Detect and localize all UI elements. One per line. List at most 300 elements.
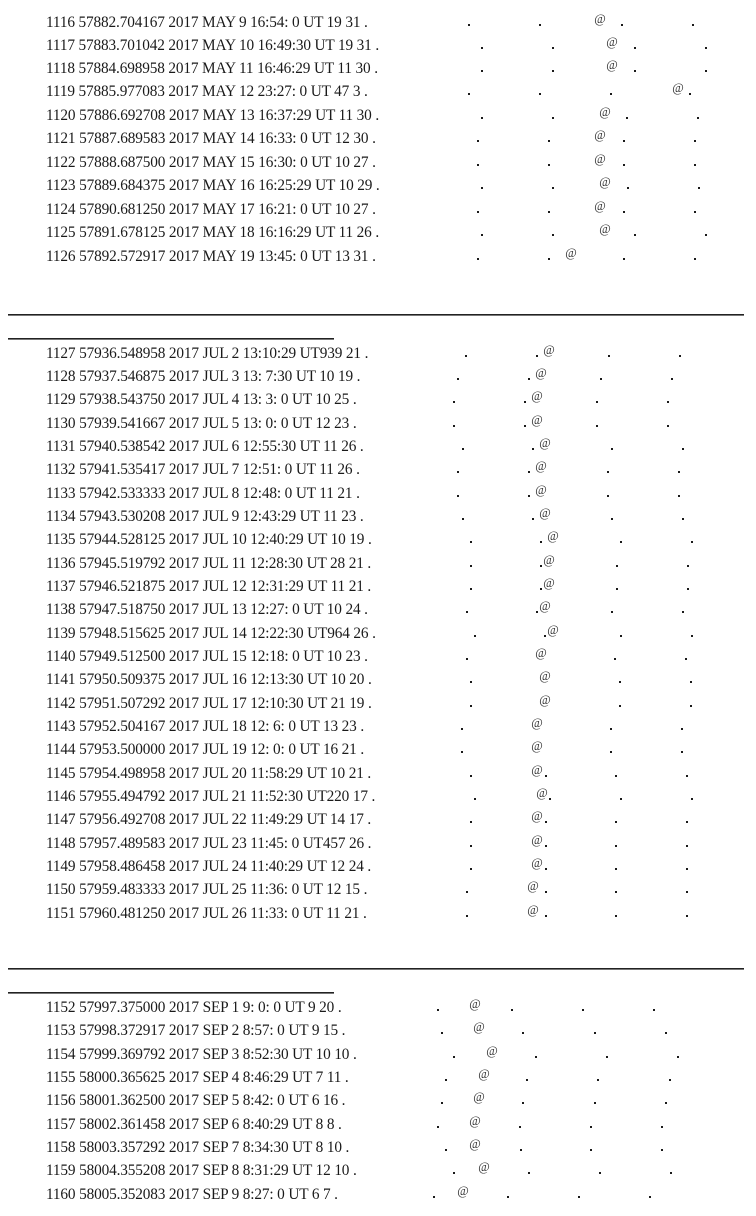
table-row — [0, 715, 756, 738]
plot-dot-icon — [545, 821, 547, 823]
plot-marker-icon: @ — [527, 903, 539, 917]
separator-rule — [8, 968, 744, 970]
table-row — [0, 1136, 756, 1159]
plot-dot-icon — [705, 70, 707, 72]
plot-dot-icon — [698, 187, 700, 189]
plot-dot-icon — [582, 1009, 584, 1011]
row-text: 1159 58004.355208 2017 SEP 8 8:31:29 UT 12 10 . — [46, 1162, 357, 1179]
table-row — [0, 127, 756, 150]
plot-marker-icon: @ — [486, 1044, 498, 1058]
row-text: 1138 57947.518750 2017 JUL 13 12:27: 0 UT 10 24 . — [46, 601, 368, 618]
table-row — [0, 458, 756, 481]
plot-dot-icon — [524, 401, 526, 403]
row-text: 1123 57889.684375 2017 MAY 16 16:25:29 UT 10 29 . — [46, 177, 380, 194]
plot-dot-icon — [590, 1149, 592, 1151]
plot-dot-icon — [468, 24, 470, 26]
row-text: 1121 57887.689583 2017 MAY 14 16:33: 0 UT 12 30 . — [46, 130, 376, 147]
plot-dot-icon — [685, 658, 687, 660]
plot-marker-icon: @ — [531, 389, 543, 403]
plot-dot-icon — [470, 681, 472, 683]
plot-dot-icon — [524, 425, 526, 427]
table-row — [0, 435, 756, 458]
plot-marker-icon: @ — [594, 152, 606, 166]
table-row — [0, 878, 756, 901]
plot-dot-icon — [687, 565, 689, 567]
plot-marker-icon: @ — [531, 716, 543, 730]
plot-dot-icon — [690, 705, 692, 707]
plot-dot-icon — [528, 471, 530, 473]
plot-dot-icon — [539, 93, 541, 95]
table-row — [0, 598, 756, 621]
row-text: 1117 57883.701042 2017 MAY 10 16:49:30 UT 19 31 . — [46, 37, 380, 54]
plot-dot-icon — [615, 915, 617, 917]
row-text: 1124 57890.681250 2017 MAY 17 16:21: 0 UT 10 27 . — [46, 201, 376, 218]
plot-dot-icon — [545, 775, 547, 777]
plot-marker-icon: @ — [535, 459, 547, 473]
row-text: 1153 57998.372917 2017 SEP 2 8:57: 0 UT 9 15 . — [46, 1022, 346, 1039]
plot-dot-icon — [608, 355, 610, 357]
plot-dot-icon — [549, 798, 551, 800]
plot-dot-icon — [610, 93, 612, 95]
plot-dot-icon — [548, 140, 550, 142]
plot-dot-icon — [532, 518, 534, 520]
plot-dot-icon — [694, 164, 696, 166]
plot-dot-icon — [465, 355, 467, 357]
plot-dot-icon — [661, 1126, 663, 1128]
plot-dot-icon — [453, 1172, 455, 1174]
plot-dot-icon — [669, 1079, 671, 1081]
plot-dot-icon — [623, 164, 625, 166]
table-row — [0, 1043, 756, 1066]
row-text: 1136 57945.519792 2017 JUL 11 12:28:30 UT 28 21 . — [46, 555, 372, 572]
plot-dot-icon — [552, 187, 554, 189]
plot-dot-icon — [596, 401, 598, 403]
table-row — [0, 1066, 756, 1089]
plot-dot-icon — [466, 915, 468, 917]
plot-dot-icon — [470, 705, 472, 707]
plot-dot-icon — [667, 425, 669, 427]
plot-dot-icon — [616, 565, 618, 567]
plot-dot-icon — [665, 1102, 667, 1104]
row-text: 1148 57957.489583 2017 JUL 23 11:45: 0 UT457 26 . — [46, 835, 372, 852]
plot-dot-icon — [694, 140, 696, 142]
plot-dot-icon — [691, 541, 693, 543]
plot-marker-icon: @ — [478, 1067, 490, 1081]
row-text: 1137 57946.521875 2017 JUL 12 12:31:29 UT 11 21 . — [46, 578, 372, 595]
plot-dot-icon — [445, 1079, 447, 1081]
plot-dot-icon — [457, 495, 459, 497]
plot-dot-icon — [470, 565, 472, 567]
table-row — [0, 575, 756, 598]
table-row — [0, 151, 756, 174]
plot-marker-icon: @ — [527, 879, 539, 893]
plot-dot-icon — [453, 1056, 455, 1058]
plot-marker-icon: @ — [539, 669, 551, 683]
plot-dot-icon — [474, 798, 476, 800]
table-row — [0, 762, 756, 785]
table-row — [0, 1113, 756, 1136]
plot-dot-icon — [461, 751, 463, 753]
plot-dot-icon — [620, 798, 622, 800]
row-text: 1157 58002.361458 2017 SEP 6 8:40:29 UT 8 8 . — [46, 1116, 342, 1133]
plot-dot-icon — [661, 1149, 663, 1151]
plot-marker-icon: @ — [672, 81, 684, 95]
plot-dot-icon — [477, 140, 479, 142]
plot-marker-icon: @ — [547, 623, 559, 637]
row-text: 1133 57942.533333 2017 JUL 8 12:48: 0 UT 11 21 . — [46, 485, 360, 502]
row-text: 1160 58005.352083 2017 SEP 9 8:27: 0 UT 6 7 . — [46, 1186, 338, 1203]
plot-dot-icon — [453, 425, 455, 427]
plot-marker-icon: @ — [531, 809, 543, 823]
plot-dot-icon — [634, 47, 636, 49]
plot-marker-icon: @ — [457, 1184, 469, 1198]
row-text: 1116 57882.704167 2017 MAY 9 16:54: 0 UT 19 31 . — [46, 14, 368, 31]
plot-marker-icon: @ — [531, 763, 543, 777]
plot-dot-icon — [610, 751, 612, 753]
plot-marker-icon: @ — [543, 553, 555, 567]
plot-dot-icon — [615, 775, 617, 777]
plot-dot-icon — [528, 1172, 530, 1174]
plot-dot-icon — [540, 588, 542, 590]
plot-dot-icon — [477, 258, 479, 260]
table-row — [0, 221, 756, 244]
plot-dot-icon — [528, 495, 530, 497]
plot-dot-icon — [691, 798, 693, 800]
plot-dot-icon — [462, 448, 464, 450]
plot-dot-icon — [536, 611, 538, 613]
plot-marker-icon: @ — [547, 529, 559, 543]
plot-dot-icon — [548, 164, 550, 166]
plot-marker-icon: @ — [539, 506, 551, 520]
table-row — [0, 57, 756, 80]
table-row — [0, 1159, 756, 1182]
plot-dot-icon — [616, 588, 618, 590]
table-row — [0, 692, 756, 715]
plot-dot-icon — [470, 588, 472, 590]
plot-marker-icon: @ — [469, 1114, 481, 1128]
plot-dot-icon — [705, 47, 707, 49]
plot-dot-icon — [619, 705, 621, 707]
plot-marker-icon: @ — [531, 856, 543, 870]
plot-dot-icon — [596, 425, 598, 427]
plot-marker-icon: @ — [531, 413, 543, 427]
plot-marker-icon: @ — [469, 1137, 481, 1151]
plot-dot-icon — [681, 728, 683, 730]
table-row — [0, 1183, 756, 1206]
plot-dot-icon — [437, 1009, 439, 1011]
plot-marker-icon: @ — [535, 366, 547, 380]
table-row — [0, 245, 756, 268]
plot-dot-icon — [649, 1196, 651, 1198]
plot-dot-icon — [597, 1079, 599, 1081]
plot-dot-icon — [682, 611, 684, 613]
plot-dot-icon — [481, 187, 483, 189]
plot-marker-icon: @ — [539, 693, 551, 707]
row-text: 1130 57939.541667 2017 JUL 5 13: 0: 0 UT 12 23 . — [46, 415, 357, 432]
plot-dot-icon — [634, 70, 636, 72]
plot-dot-icon — [507, 1196, 509, 1198]
table-row — [0, 342, 756, 365]
plot-dot-icon — [607, 471, 609, 473]
plot-marker-icon: @ — [469, 997, 481, 1011]
plot-dot-icon — [474, 635, 476, 637]
table-row — [0, 80, 756, 103]
plot-marker-icon: @ — [535, 483, 547, 497]
plot-marker-icon: @ — [594, 199, 606, 213]
plot-dot-icon — [623, 258, 625, 260]
plot-marker-icon: @ — [599, 222, 611, 236]
plot-dot-icon — [686, 868, 688, 870]
plot-dot-icon — [594, 1032, 596, 1034]
plot-dot-icon — [545, 915, 547, 917]
table-row — [0, 388, 756, 411]
plot-dot-icon — [470, 775, 472, 777]
table-row — [0, 174, 756, 197]
plot-marker-icon: @ — [606, 58, 618, 72]
plot-dot-icon — [678, 495, 680, 497]
plot-dot-icon — [532, 448, 534, 450]
plot-dot-icon — [441, 1032, 443, 1034]
plot-dot-icon — [528, 378, 530, 380]
table-row — [0, 482, 756, 505]
plot-dot-icon — [687, 588, 689, 590]
table-row — [0, 11, 756, 34]
plot-dot-icon — [470, 541, 472, 543]
table-row — [0, 996, 756, 1019]
table-row — [0, 832, 756, 855]
plot-dot-icon — [671, 378, 673, 380]
plot-dot-icon — [686, 845, 688, 847]
row-text: 1155 58000.365625 2017 SEP 4 8:46:29 UT 7 11 . — [46, 1069, 349, 1086]
plot-dot-icon — [692, 24, 694, 26]
plot-dot-icon — [437, 1126, 439, 1128]
row-text: 1132 57941.535417 2017 JUL 7 12:51: 0 UT 11 26 . — [46, 461, 360, 478]
plot-dot-icon — [477, 164, 479, 166]
plot-dot-icon — [441, 1102, 443, 1104]
plot-marker-icon: @ — [536, 786, 548, 800]
row-text: 1152 57997.375000 2017 SEP 1 9: 0: 0 UT 9 20 . — [46, 999, 342, 1016]
plot-dot-icon — [594, 1102, 596, 1104]
plot-dot-icon — [667, 401, 669, 403]
row-text: 1122 57888.687500 2017 MAY 15 16:30: 0 UT 10 27 . — [46, 154, 376, 171]
plot-dot-icon — [522, 1032, 524, 1034]
row-text: 1145 57954.498958 2017 JUL 20 11:58:29 UT 10 21 . — [46, 765, 372, 782]
plot-marker-icon: @ — [599, 175, 611, 189]
table-row — [0, 104, 756, 127]
plot-dot-icon — [611, 611, 613, 613]
plot-dot-icon — [620, 635, 622, 637]
plot-dot-icon — [619, 681, 621, 683]
plot-dot-icon — [552, 234, 554, 236]
plot-dot-icon — [466, 658, 468, 660]
plot-dot-icon — [607, 495, 609, 497]
table-row — [0, 738, 756, 761]
plot-dot-icon — [697, 117, 699, 119]
plot-dot-icon — [677, 1056, 679, 1058]
plot-dot-icon — [481, 47, 483, 49]
plot-dot-icon — [615, 845, 617, 847]
plot-dot-icon — [620, 541, 622, 543]
plot-dot-icon — [481, 70, 483, 72]
table-row — [0, 552, 756, 575]
plot-dot-icon — [705, 234, 707, 236]
plot-dot-icon — [615, 868, 617, 870]
plot-dot-icon — [682, 448, 684, 450]
plot-marker-icon: @ — [565, 246, 577, 260]
row-text: 1146 57955.494792 2017 JUL 21 11:52:30 UT220 17 . — [46, 788, 376, 805]
plot-dot-icon — [686, 891, 688, 893]
table-row — [0, 622, 756, 645]
row-text: 1158 58003.357292 2017 SEP 7 8:34:30 UT 8 10 . — [46, 1139, 350, 1156]
row-text: 1134 57943.530208 2017 JUL 9 12:43:29 UT 11 23 . — [46, 508, 364, 525]
plot-dot-icon — [665, 1032, 667, 1034]
plot-dot-icon — [540, 565, 542, 567]
row-text: 1142 57951.507292 2017 JUL 17 12:10:30 UT 21 19 . — [46, 695, 372, 712]
plot-dot-icon — [539, 24, 541, 26]
plot-dot-icon — [545, 868, 547, 870]
plot-dot-icon — [466, 891, 468, 893]
plot-dot-icon — [519, 1126, 521, 1128]
row-text: 1126 57892.572917 2017 MAY 19 13:45: 0 UT 13 31 . — [46, 248, 376, 265]
plot-dot-icon — [466, 611, 468, 613]
plot-dot-icon — [433, 1196, 435, 1198]
plot-dot-icon — [462, 518, 464, 520]
row-text: 1127 57936.548958 2017 JUL 2 13:10:29 UT939 21 . — [46, 345, 369, 362]
plot-dot-icon — [679, 355, 681, 357]
plot-dot-icon — [611, 518, 613, 520]
plot-marker-icon: @ — [473, 1020, 485, 1034]
table-row — [0, 528, 756, 551]
row-text: 1154 57999.369792 2017 SEP 3 8:52:30 UT 10 10 . — [46, 1046, 357, 1063]
row-text: 1135 57944.528125 2017 JUL 10 12:40:29 UT 10 19 . — [46, 531, 372, 548]
table-row — [0, 505, 756, 528]
row-text: 1119 57885.977083 2017 MAY 12 23:27: 0 UT 47 3 . — [46, 83, 368, 100]
plot-dot-icon — [445, 1149, 447, 1151]
plot-dot-icon — [599, 1172, 601, 1174]
plot-dot-icon — [689, 93, 691, 95]
plot-dot-icon — [481, 117, 483, 119]
plot-dot-icon — [545, 891, 547, 893]
row-text: 1144 57953.500000 2017 JUL 19 12: 0: 0 UT 16 21 . — [46, 741, 364, 758]
plot-dot-icon — [626, 117, 628, 119]
plot-marker-icon: @ — [478, 1160, 490, 1174]
plot-dot-icon — [694, 258, 696, 260]
plot-marker-icon: @ — [594, 128, 606, 142]
plot-dot-icon — [691, 635, 693, 637]
separator-rule — [8, 992, 334, 994]
table-row — [0, 1019, 756, 1042]
separator-rule — [8, 314, 744, 316]
plot-dot-icon — [453, 401, 455, 403]
table-row — [0, 785, 756, 808]
plot-marker-icon: @ — [599, 105, 611, 119]
table-row — [0, 1089, 756, 1112]
row-text: 1150 57959.483333 2017 JUL 25 11:36: 0 UT 12 15 . — [46, 881, 368, 898]
row-text: 1151 57960.481250 2017 JUL 26 11:33: 0 UT 11 21 . — [46, 905, 367, 922]
table-row — [0, 412, 756, 435]
plot-dot-icon — [552, 117, 554, 119]
plot-dot-icon — [520, 1149, 522, 1151]
plot-dot-icon — [552, 47, 554, 49]
table-row — [0, 902, 756, 925]
plot-marker-icon: @ — [531, 739, 543, 753]
plot-dot-icon — [623, 211, 625, 213]
plot-dot-icon — [578, 1196, 580, 1198]
row-text: 1147 57956.492708 2017 JUL 22 11:49:29 UT 14 17 . — [46, 811, 372, 828]
plot-dot-icon — [690, 681, 692, 683]
table-row — [0, 645, 756, 668]
plot-dot-icon — [600, 378, 602, 380]
plot-dot-icon — [457, 378, 459, 380]
plot-dot-icon — [610, 728, 612, 730]
row-text: 1139 57948.515625 2017 JUL 14 12:22:30 UT964 26 . — [46, 625, 376, 642]
plot-dot-icon — [627, 187, 629, 189]
plot-dot-icon — [653, 1009, 655, 1011]
plot-dot-icon — [634, 234, 636, 236]
plot-marker-icon: @ — [543, 343, 555, 357]
row-text: 1149 57958.486458 2017 JUL 24 11:40:29 UT 12 24 . — [46, 858, 372, 875]
plot-marker-icon: @ — [539, 436, 551, 450]
plot-marker-icon: @ — [535, 646, 547, 660]
plot-dot-icon — [686, 915, 688, 917]
plot-dot-icon — [522, 1102, 524, 1104]
plot-dot-icon — [470, 821, 472, 823]
plot-dot-icon — [544, 635, 546, 637]
plot-dot-icon — [552, 70, 554, 72]
separator-rule — [8, 338, 334, 340]
plot-dot-icon — [615, 891, 617, 893]
plot-dot-icon — [686, 775, 688, 777]
table-row — [0, 34, 756, 57]
plot-dot-icon — [470, 845, 472, 847]
plot-dot-icon — [682, 518, 684, 520]
plot-marker-icon: @ — [543, 576, 555, 590]
plot-dot-icon — [611, 448, 613, 450]
plot-dot-icon — [678, 471, 680, 473]
table-row — [0, 808, 756, 831]
table-row — [0, 855, 756, 878]
row-text: 1131 57940.538542 2017 JUL 6 12:55:30 UT 11 26 . — [46, 438, 364, 455]
table-row — [0, 198, 756, 221]
plot-dot-icon — [540, 541, 542, 543]
row-text: 1118 57884.698958 2017 MAY 11 16:46:29 UT 11 30 . — [46, 60, 378, 77]
table-row — [0, 365, 756, 388]
row-text: 1156 58001.362500 2017 SEP 5 8:42: 0 UT 6 16 . — [46, 1092, 346, 1109]
plot-dot-icon — [468, 93, 470, 95]
plot-dot-icon — [536, 355, 538, 357]
plot-marker-icon: @ — [594, 12, 606, 26]
plot-dot-icon — [670, 1172, 672, 1174]
row-text: 1143 57952.504167 2017 JUL 18 12: 6: 0 UT 13 23 . — [46, 718, 364, 735]
plot-dot-icon — [470, 868, 472, 870]
plot-dot-icon — [694, 211, 696, 213]
plot-dot-icon — [511, 1009, 513, 1011]
plot-dot-icon — [681, 751, 683, 753]
plot-dot-icon — [461, 728, 463, 730]
plot-dot-icon — [615, 821, 617, 823]
plot-dot-icon — [623, 140, 625, 142]
row-text: 1141 57950.509375 2017 JUL 16 12:13:30 UT 10 20 . — [46, 671, 372, 688]
plot-marker-icon: @ — [531, 833, 543, 847]
plot-marker-icon: @ — [473, 1090, 485, 1104]
plot-dot-icon — [686, 821, 688, 823]
row-text: 1120 57886.692708 2017 MAY 13 16:37:29 UT 11 30 . — [46, 107, 380, 124]
row-text: 1125 57891.678125 2017 MAY 18 16:16:29 UT 11 26 . — [46, 224, 380, 241]
plot-dot-icon — [477, 211, 479, 213]
plot-dot-icon — [621, 24, 623, 26]
plot-dot-icon — [548, 211, 550, 213]
plot-dot-icon — [526, 1079, 528, 1081]
